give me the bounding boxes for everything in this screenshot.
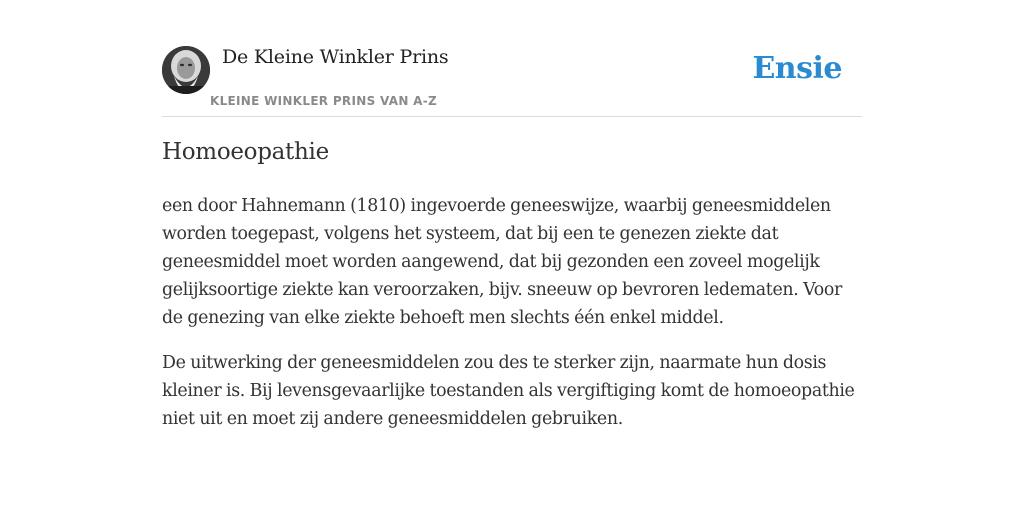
source-title[interactable]: De Kleine Winkler Prins [222, 46, 449, 68]
entry-paragraph: De uitwerking der geneesmiddelen zou des te sterker zijn, naarmate hun dosis kleiner is. Bij levensgevaarlijke toestanden als vergiftiging komt de homoeopathie niet uit en moet zij andere geneesmiddelen gebruiken. [162, 353, 855, 429]
page-title: Homoeopathie [162, 139, 329, 165]
portrait-photo-icon [162, 46, 210, 94]
source-avatar[interactable] [162, 46, 210, 94]
entry-content [162, 192, 862, 450]
article-page [162, 0, 862, 429]
brand-logo[interactable]: Ensie [752, 51, 842, 86]
entry-paragraph: een door Hahnemann (1810) ingevoerde geneeswijze, waarbij geneesmiddelen worden toegepast, volgens het systeem, dat bij een te genezen ziekte dat geneesmiddel moet worden aangewend, dat bij gezonden een zoveel mogelijk gelijksoortige ziekte kan veroorzaken, bijv. sneeuw op bevroren ledematen. Voor de genezing van elke ziekte behoeft men slechts één enkel middel. [162, 196, 842, 328]
source-subtitle[interactable]: KLEINE WINKLER PRINS VAN A-Z [210, 94, 438, 108]
source-header [162, 0, 862, 117]
